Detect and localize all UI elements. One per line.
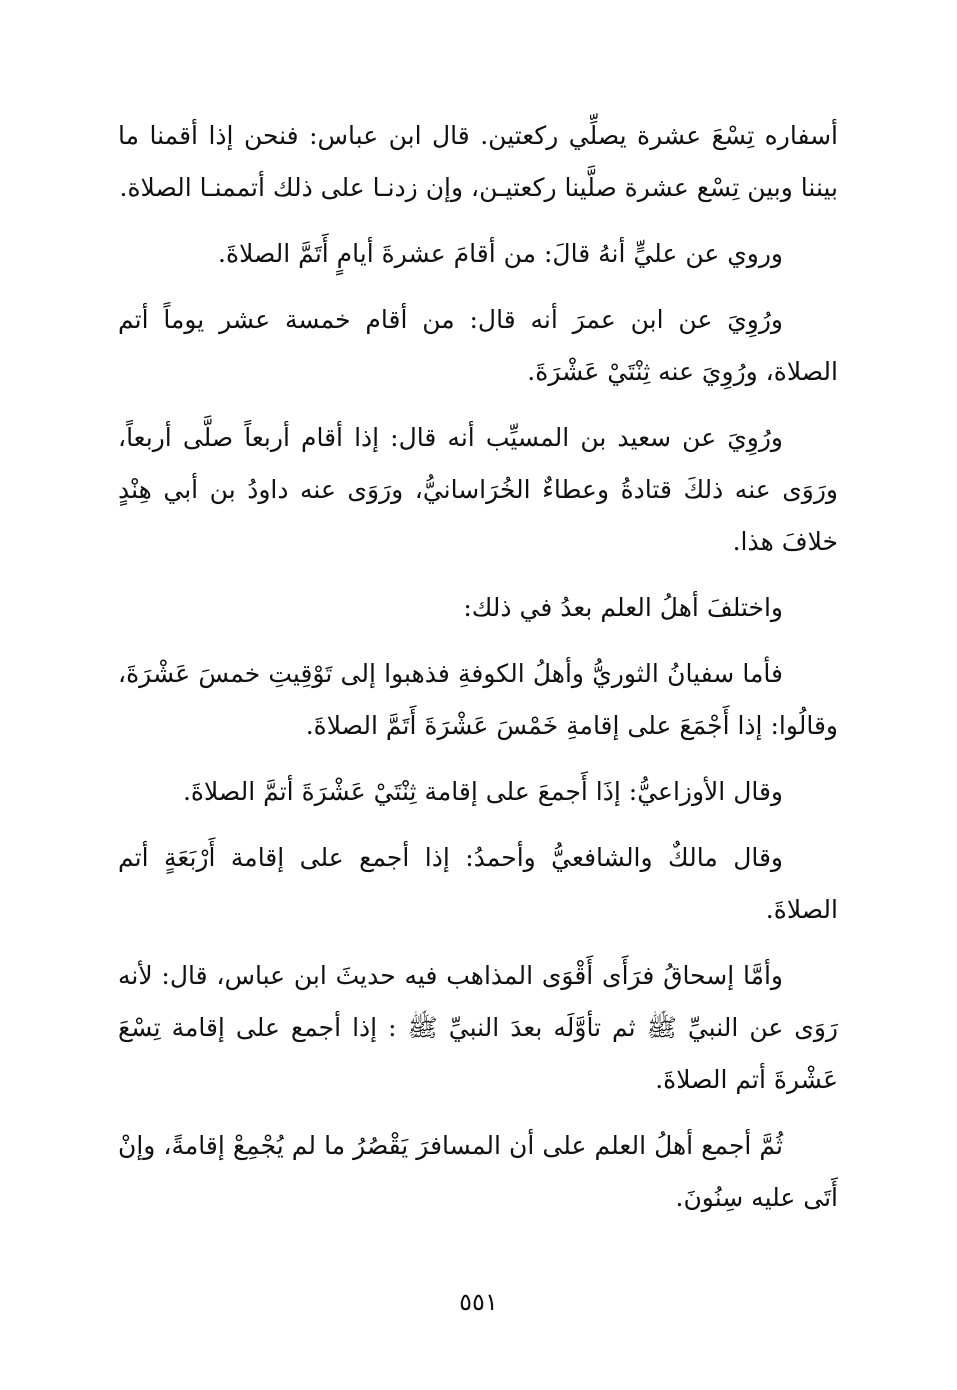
paragraph-2: وروي عن عليٍّ أنهُ قالَ: من أقامَ عشرةَ أيامٍ أَتَمَّ الصلاةَ.: [218, 239, 783, 268]
paragraph-7: وقال الأوزاعيُّ: إذَا أَجمعَ على إقامة ثِنْتَيْ عَشْرَةَ أتمَّ الصلاةَ.: [182, 777, 783, 806]
paragraph-5: واختلفَ أهلُ العلم بعدُ في ذلك:: [463, 593, 783, 622]
body-text: [118, 110, 838, 1238]
paragraph-6: فأما سفيانُ الثوريُّ وأهلُ الكوفةِ فذهبوا إلى تَوْقِيتِ خمسَ عَشْرَةَ، وقالُوا: إذا أَجْمَعَ على إقامةِ خَمْسَ عَشْرَةَ أَتَمَّ الصلاةَ.: [118, 659, 838, 740]
paragraph-8: وقال مالكٌ والشافعيُّ وأحمدُ: إذا أجمع على إقامة أَرْبَعَةٍ أتم الصلاةَ.: [118, 843, 838, 924]
paragraph-9: وأمَّا إسحاقُ فرَأَى أَقْوَى المذاهب فيه حديثَ ابن عباس، قال: لأنه رَوَى عن النبيِّ ﷺ ثم تأوَّلَه بعدَ النبيِّ ﷺ : إذا أجمع على إقامة تِسْعَ عَشْرةَ أتم الصلاةَ.: [118, 961, 838, 1094]
paragraph-10: ثُمَّ أجمع أهلُ العلم على أن المسافرَ يَقْصُرُ ما لم يُجْمِعْ إقامةً، وإنْ أَتَى عليه سِنُونَ.: [118, 1131, 838, 1212]
page-number: ٥٥١: [459, 1288, 498, 1316]
paragraph-3: ورُوِيَ عن ابن عمرَ أنه قال: من أقام خمسة عشر يوماً أتم الصلاة، ورُوِيَ عنه ثِنْتَيْ عَشْرَةَ.: [118, 305, 838, 386]
paragraph-4: ورُوِيَ عن سعيد بن المسيِّب أنه قال: إذا أقام أربعاً صلَّى أربعاً، ورَوَى عنه ذلكَ قتادةُ وعطاءٌ الخُرَاسانيُّ، ورَوَى عنه داودُ بن أبي هِنْدٍ خلافَ هذا.: [118, 423, 838, 556]
paragraph-1: أسفاره تِسْعَ عشرة يصلِّي ركعتين. قال ابن عباس: فنحن إذا أقمنا ما بيننا وبين تِسْع عشرة صلَّينا ركعتيـن، وإن زدنـا على ذلك أتممنـا الصلاة.: [118, 121, 838, 202]
